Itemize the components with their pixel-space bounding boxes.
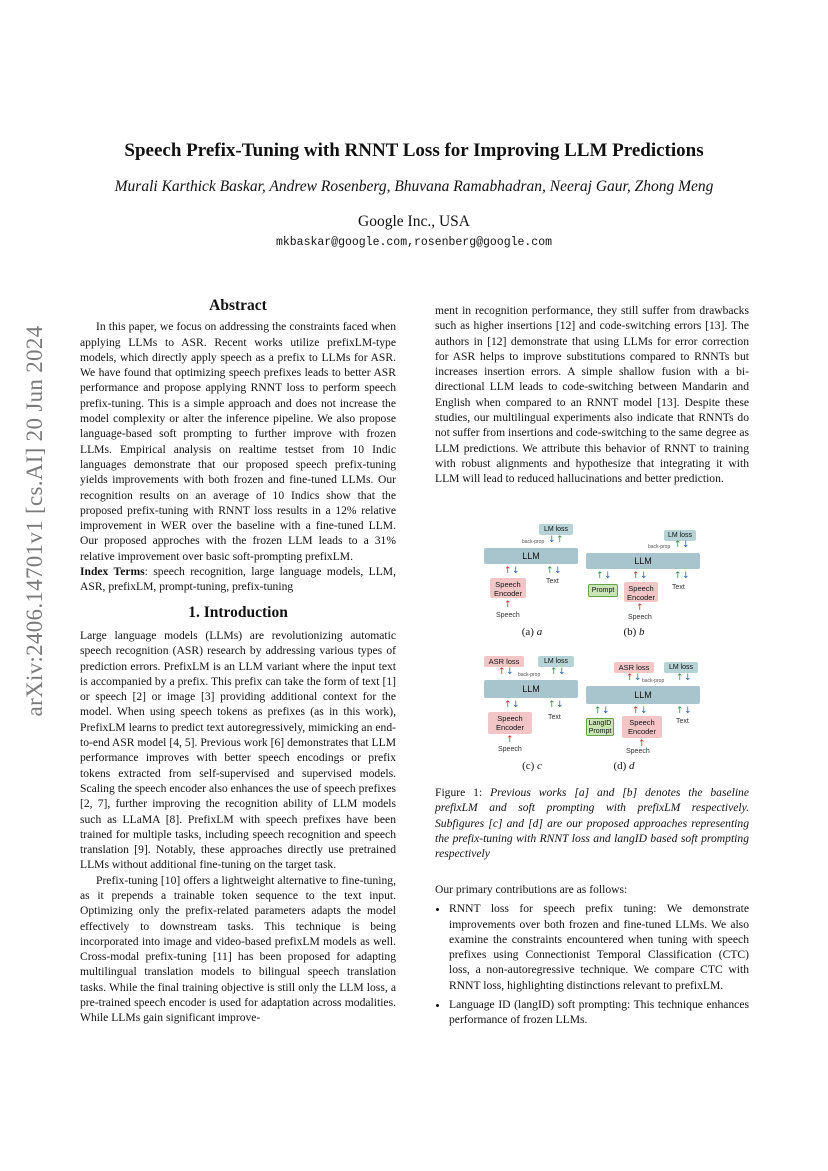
- speech-label: Speech: [626, 748, 650, 755]
- subfigure-c-caption: (c) c: [522, 760, 542, 772]
- intro-paragraph-3: ment in recognition performance, they still suffer from drawbacks such as higher insertions [12] and code-switching errors [13]. The authors in [12] demonstrate that using LLMs for error correction for ASR helps to improve substitutions compared to RNNTs but increases insertion errors. A simple shallow fusion with a bi-directional LLM leads to code-switching between Mandarin and English when compared to an RNNT model [13]. Despite these studies, our multilingual experiments also indicate that RNNTs do not suffer from insertions and code-switching to the same degree as LLM predictions. We attribute this behavior of RNNT to training with robust alignments and hypothesize that integrating it with LLM will lead to reduced hallucinations and better prediction.: [435, 304, 749, 486]
- down-arrow-icon: ↓: [684, 706, 692, 716]
- subfigure-b-caption: (b) b: [623, 626, 645, 638]
- down-arrow-icon: ↓: [512, 700, 520, 710]
- back-prop-label: back-prop: [522, 539, 545, 545]
- speech-label: Speech: [496, 612, 520, 619]
- author-list: Murali Karthick Baskar, Andrew Rosenberg, Bhuvana Ramabhadran, Neeraj Gaur, Zhong Meng: [114, 178, 714, 195]
- llm-box: LLM: [586, 686, 700, 704]
- up-arrow-icon: ↑: [498, 667, 506, 677]
- speech-encoder-box: Speech Encoder: [488, 712, 532, 734]
- index-terms-label: Index Terms: [80, 565, 145, 579]
- speech-encoder-box: Speech Encoder: [624, 582, 658, 602]
- left-column: [80, 298, 396, 1026]
- up-arrow-icon: ↑: [676, 673, 684, 683]
- up-arrow-icon: ↑: [504, 566, 512, 576]
- down-arrow-icon: ↓: [640, 571, 648, 581]
- subfigure-c: [482, 652, 582, 776]
- up-arrow-icon: ↑: [506, 735, 514, 745]
- up-arrow-icon: ↑: [674, 540, 682, 550]
- text-label: Text: [548, 714, 561, 721]
- abstract-heading: Abstract: [209, 297, 267, 314]
- lm-loss-box: LM loss: [539, 524, 573, 535]
- up-arrow-icon: ↑: [626, 673, 634, 683]
- up-arrow-icon: ↑: [676, 706, 684, 716]
- index-terms-text: : speech recognition, large language models, LLM, ASR, prefixLM, prompt-tuning, prefix-tuning: [80, 565, 396, 594]
- down-arrow-icon: ↓: [548, 535, 556, 545]
- up-arrow-icon: ↑: [594, 706, 602, 716]
- up-arrow-icon: ↑: [596, 571, 604, 581]
- paper-title: Speech Prefix-Tuning with RNNT Loss for Improving LLM Predictions: [124, 140, 704, 161]
- down-arrow-icon: ↓: [682, 571, 690, 581]
- speech-label: Speech: [498, 746, 522, 753]
- speech-encoder-box: Speech Encoder: [490, 578, 526, 598]
- right-column-top: [435, 303, 749, 487]
- contributions-section: [435, 882, 749, 1032]
- down-arrow-icon: ↓: [512, 566, 520, 576]
- intro-paragraph-2: Prefix-tuning [10] offers a lightweight alternative to fine-tuning, as it prepends a trainable token sequence to the text input. Optimizing only the prefix-related parameters adapts the model effectively to downstream tasks. This technique is being incorporated into image and video-based prefixLM models as well. Cross-modal prefix-tuning [11] has been proposed for adapting multilingual translation models to bilingual speech translation tasks. While the final training objective is still only the LLM loss, a pre-trained speech encoder is used for adaptation across modalities. While LLMs gain significant improve-: [80, 873, 396, 1025]
- lm-loss-box: LM loss: [664, 530, 696, 541]
- up-arrow-icon: ↑: [632, 706, 640, 716]
- subfigure-b: [584, 524, 702, 640]
- up-arrow-icon: ↑: [546, 566, 554, 576]
- text-label: Text: [546, 578, 559, 585]
- up-arrow-icon: ↑: [548, 700, 556, 710]
- up-arrow-icon: ↑: [504, 700, 512, 710]
- up-arrow-icon: ↑: [550, 667, 558, 677]
- index-terms: [80, 564, 396, 595]
- back-prop-label: back-prop: [648, 544, 671, 550]
- intro-paragraph-1: Large language models (LLMs) are revolutionizing automatic speech recognition (ASR) research by addressing various types of prediction errors. PrefixLM is an LLM variant where the input text is accompanied by a prefix. This prefix can take the form of text [1] or speech [2] or image [3] providing additional context for the model. When using speech tokens as prefixes (as in this work), PrefixLM learns to predict text autoregressively, mimicking an end-to-end ASR model [4, 5]. Previous work [6] demonstrates that LLM performance improves with better speech encodings or prefix tokens extracted from self-supervised and supervised models. Scaling the speech encoder also enhances the use of speech prefixes [2, 7], further improving the recognition ability of LLM models such as LLaMA [8]. PrefixLM with speech prefixes have been trained for multiple tasks, including speech recognition and speech translation [9]. Notably, these approaches directly use pretrained LLMs without additional fine-tuning on the target task.: [80, 628, 396, 872]
- up-arrow-icon: ↑: [632, 571, 640, 581]
- affiliation: Google Inc., USA: [358, 213, 470, 230]
- figure-caption-label: Figure 1:: [435, 786, 491, 799]
- down-arrow-icon: ↓: [506, 667, 514, 677]
- arxiv-stamp: arXiv:2406.14701v1 [cs.AI] 20 Jun 2024: [22, 325, 47, 717]
- figure-caption: [435, 785, 749, 861]
- down-arrow-icon: ↓: [602, 706, 610, 716]
- up-arrow-icon: ↑: [556, 535, 564, 545]
- llm-box: LLM: [484, 548, 578, 564]
- subfigure-d: [584, 658, 702, 776]
- subfigure-a: [482, 520, 582, 640]
- subfigure-d-caption: (d) d: [613, 760, 635, 772]
- down-arrow-icon: ↓: [640, 706, 648, 716]
- subfigure-a-caption: (a) a: [521, 626, 543, 638]
- lm-loss-box: LM loss: [664, 662, 698, 673]
- list-item: • Language ID (langID) soft prompting: This technique enhances performance of frozen LLMs.: [449, 997, 749, 1028]
- up-arrow-icon: ↑: [674, 571, 682, 581]
- back-prop-label: back-prop: [642, 678, 665, 684]
- llm-box: LLM: [586, 553, 700, 569]
- up-arrow-icon: ↑: [636, 603, 644, 613]
- llm-box: LLM: [484, 680, 578, 698]
- down-arrow-icon: ↓: [556, 700, 564, 710]
- prompt-box: Prompt: [588, 584, 618, 597]
- down-arrow-icon: ↓: [634, 673, 642, 683]
- figure-caption-text: Previous works [a] and [b] denotes the baseline prefixLM and soft prompting with prefixLM respectively. Subfigures [c] and [d] are our proposed approaches representing the prefix-tuning with RNNT loss and langID based soft prompting respectively: [435, 786, 749, 861]
- list-item: • RNNT loss for speech prefix tuning: We demonstrate improvements over both frozen and fine-tuned LLMs. We also examine the constraints encountered when tuning with speech prefixes using Connectionist Temporal Classification (CTC) loss, a non-autoregressive technique. We compare CTC with RNNT loss, highlighting distinctions relevant to prefixLM.: [449, 901, 749, 993]
- introduction-heading: 1. Introduction: [188, 603, 288, 621]
- langid-prompt-box: LangID Prompt: [586, 718, 614, 736]
- down-arrow-icon: ↓: [554, 566, 562, 576]
- text-label: Text: [672, 584, 685, 591]
- down-arrow-icon: ↓: [558, 667, 566, 677]
- text-label: Text: [676, 718, 689, 725]
- figure-1: [470, 518, 720, 780]
- abstract-text: In this paper, we focus on addressing the constraints faced when applying LLMs to ASR. Recent works utilize prefixLM-type models, which directly apply speech as a prefix to LLMs for ASR. We have found that optimizing speech prefixes leads to better ASR performance and propose applying RNNT loss to perform speech prefix-tuning. This is a simple approach and does not increase the model complexity or alter the inference pipeline. We also propose language-based soft prompting to further improve with frozen LLMs. Empirical analysis on realtime testset from 10 Indic languages demonstrate that our proposed speech prefix-tuning yields improvements with both frozen and fine-tuned LLMs. Our recognition results on an average of 10 Indics show that the proposed prefix-tuning with RNNT loss results in a 12% relative improvement in WER over the baseline with a fine-tuned LLM. Our proposed approches with the frozen LLM leads to a 31% relative improvement over basic soft-prompting prefixLM.: [80, 320, 396, 563]
- back-prop-label: back-prop: [518, 672, 541, 678]
- down-arrow-icon: ↓: [682, 540, 690, 550]
- speech-label: Speech: [628, 614, 652, 621]
- asr-loss-box: ASR loss: [484, 656, 524, 667]
- author-emails: mkbaskar@google.com,rosenberg@google.com: [275, 236, 553, 249]
- lm-loss-box: LM loss: [538, 656, 574, 667]
- contributions-list: [435, 901, 749, 1027]
- up-arrow-icon: ↑: [504, 600, 512, 610]
- down-arrow-icon: ↓: [604, 571, 612, 581]
- speech-encoder-box: Speech Encoder: [622, 716, 662, 738]
- up-arrow-icon: ↑: [638, 739, 646, 749]
- contributions-intro: Our primary contributions are as follows:: [435, 883, 628, 896]
- asr-loss-box: ASR loss: [614, 662, 654, 673]
- down-arrow-icon: ↓: [684, 673, 692, 683]
